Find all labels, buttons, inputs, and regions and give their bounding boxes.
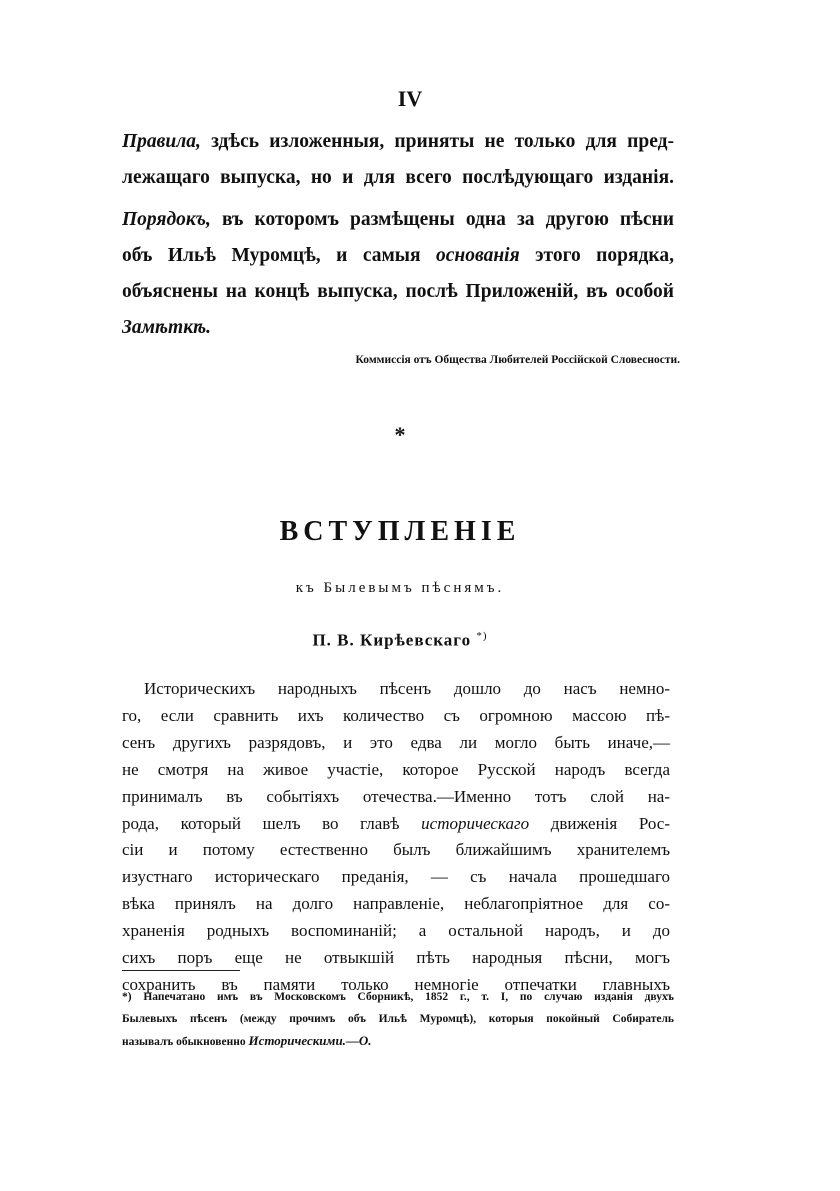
- author-name: П. В. Кирѣевскаго: [312, 630, 472, 650]
- commission-signature: Коммиссія отъ Общества Любителей Россійской Словесности.: [355, 354, 680, 366]
- rules-line-1: [122, 124, 674, 160]
- order-paragraph: [122, 202, 674, 346]
- body-line-6: [122, 811, 670, 838]
- order-emphasis: Порядокъ,: [122, 209, 211, 230]
- body-line-6a: рода, который шелъ во главѣ: [122, 813, 400, 833]
- footnote-rule: [122, 970, 240, 971]
- order-line-2a: объ Ильѣ Муромцѣ, и самыя: [122, 245, 421, 266]
- order-line-1-text: въ которомъ размѣщены одна за другою пѣсни: [222, 209, 674, 230]
- body-line-11: сихъ поръ еще не отвыкшій пѣть народныя пѣсни, могъ: [122, 948, 670, 968]
- rules-paragraph: [122, 124, 674, 196]
- section-subtitle: къ Былевымъ пѣснямъ.: [295, 580, 505, 596]
- body-line-3: сенъ другихъ разрядовъ, и это едва ли могло быть иначе,—: [122, 732, 670, 752]
- body-line-1: Историческихъ народныхъ пѣсенъ дошло до насъ немно-: [144, 679, 670, 698]
- order-line-4: [122, 310, 674, 346]
- body-line-12: сохранить въ памяти только немногіе отпечатки главныхъ: [122, 974, 670, 994]
- body-line-10: храненія родныхъ воспоминаній; а остальной народъ, и до: [122, 921, 670, 941]
- page-number: IV: [397, 86, 423, 111]
- footnote-line-1: *) Напечатано имъ въ Московскомъ Сборникѣ, 1852 г., т. I, по случаю изданія двухъ: [122, 991, 674, 1003]
- footnote-emphasis: Историческими.—О.: [248, 1033, 372, 1048]
- body-line-5: принималъ въ событіяхъ отечества.—Именно тотъ слой на-: [122, 786, 670, 806]
- body-line-4: не смотря на живое участіе, которое Русской народъ всегда: [122, 759, 670, 779]
- order-line-3: объяснены на концѣ выпуска, послѣ Приложеній, въ особой: [122, 281, 674, 302]
- rules-line-1-text: здѣсь изложенныя, приняты не только для пред-: [211, 131, 674, 152]
- order-line-2b: этого порядка,: [535, 245, 674, 266]
- rules-line-2: лежащаго выпуска, но и для всего послѣдующаго изданія.: [122, 167, 674, 188]
- author-footnote-mark: *): [476, 630, 488, 642]
- footnote: [122, 986, 674, 1053]
- rules-emphasis: Правила,: [122, 131, 201, 152]
- body-line-2: го, если сравнить ихъ количество съ огромною массою пѣ-: [122, 705, 670, 725]
- body-line-6b: движенія Рос-: [550, 813, 671, 833]
- divider-star: *: [394, 422, 406, 447]
- section-title: ВСТУПЛЕНІЕ: [279, 516, 521, 547]
- body-line-8: изустнаго историческаго преданія, — съ начала прошедшаго: [122, 867, 670, 887]
- footnote-line-2: Былевыхъ пѣсенъ (между прочимъ объ Ильѣ Муромцѣ), которыя покойный Собиратель: [122, 1013, 674, 1025]
- order-line-1: [122, 202, 674, 238]
- body-text: [122, 676, 670, 999]
- author-line: [150, 630, 650, 651]
- body-line-9: вѣка принялъ на долго направленіе, неблагопріятное для со-: [122, 894, 670, 914]
- order-line-2-emphasis: основанія: [436, 245, 520, 266]
- footnote-line-3a: называлъ обыкновенно: [122, 1036, 246, 1048]
- footnote-line-3: [122, 1030, 674, 1053]
- body-line-6-emphasis: историческаго: [421, 813, 530, 833]
- order-line-4-emphasis: Замѣткѣ.: [122, 317, 211, 338]
- order-line-2: [122, 238, 674, 274]
- body-line-7: сіи и потому естественно былъ ближайшимъ хранителемъ: [122, 840, 670, 860]
